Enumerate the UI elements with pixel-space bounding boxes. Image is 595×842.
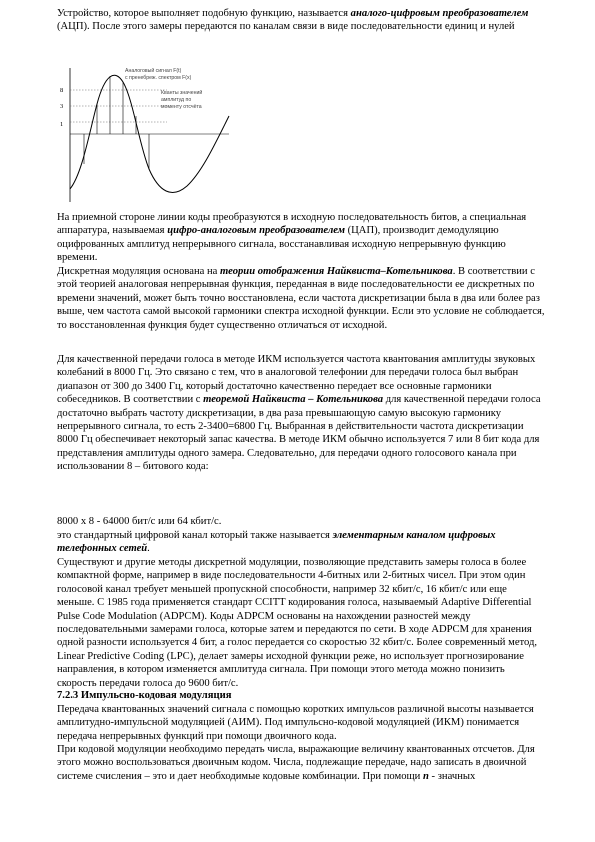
text-run: (АЦП). После этого замеры передаются по каналам связи в виде последовательности единиц и нулей xyxy=(57,21,515,33)
figure-legend: с пренебреж. спектром F(x) xyxy=(125,75,192,81)
text-run: Существуют и другие методы дискретной модуляции, позволяющие представить замеры голоса в более компактной форме, например в виде последовательности 4-битных или 2-битных чисел. При этом один голосовой канал требует меньшей пропускной способности, например 32 кбит/с, 16 кбит/с или еще меньше. С 1985 года применяется стандарт CCITT кодирования голоса, называемый Adaptive Differential Pulse Code Modulation (ADPCM). Коды ADPCM основаны на нахождении разностей между последовательными замерами голоса, которые затем и передаются по сети. В ходе ADPCM для хранения одной разности используется 4 бит, а голос передается со скоростью 32 кбит/с. Более современный метод, Linear Predictive Coding (LPC), делает замеры исходной функции реже, но использует прогнозирование направления, в котором изменяется амплитуда сигнала. При помощи этого метода можно понизить скорость передачи голоса до 9600 бит/с. xyxy=(57,557,538,689)
text-run: . В соответствии с этой теорией аналоговая непрерывная функция, переданная в виде последовательности ее дискретных по времени значений, может быть точно восстановлена, если частота дискретизации была в два или более раз выше, чем частота самой высокой гармоники спектра исходной функции. Если это условие не соблюдается, то восстановленная функция будет существенно отличаться от исходной. xyxy=(57,266,545,331)
figure-annotation: амплитуд по xyxy=(161,97,192,103)
text-run: Передача квантованных значений сигнала с помощью коротких импульсов различной высоты называется амплитудно-импульсной модуляцией (АИМ). Под импульсно-кодовой модуляцией (ИКМ) понимается передача непрерывных функций при помощи двоичного кода. xyxy=(57,704,534,742)
term-dac: цифро-аналоговым преобразователем xyxy=(167,225,345,237)
figure-annotation: Кванты значений xyxy=(161,90,203,96)
quantization-levels xyxy=(70,90,167,122)
section-heading xyxy=(57,689,545,702)
y-tick-label: 8 xyxy=(60,87,64,94)
term-nyquist-theory: теории отображения Найквиста–Котельникова xyxy=(220,266,453,277)
paragraph-code-mod xyxy=(57,743,545,783)
term-n: n xyxy=(423,770,429,782)
text-run: На приемной стороне линии коды преобразуются в исходную последовательность битов, а специальная аппаратура, называемая xyxy=(57,212,527,237)
sampling-figure xyxy=(57,64,232,206)
text-run: . xyxy=(147,543,150,555)
y-tick-label: 3 xyxy=(60,103,64,110)
text-run: (ЦАП), производит демодуляцию оцифрованных амплитуд непрерывного сигнала, восстанавливая исходную непрерывную функцию времени. xyxy=(57,225,506,264)
paragraph-aim xyxy=(57,703,545,743)
figure-annotation: моменту отсчёта xyxy=(161,104,202,110)
text-run: для качественной передачи голоса достаточно выбрать частоту дискретизации, в два раза превышающую самую высокую гармонику непрерывного сигнала, то есть 2-3400=6800 Гц. Выбранная в действительности частота дискретизации 8000 Гц обеспечивает некоторый запас качества. В методе ИКМ обычно используется 7 или 8 бит кода для представления амплитуды одного замера. Следовательно, для передачи одного голосового канала при использовании 8 – битового кода: xyxy=(57,394,541,473)
text-run: это стандартный цифровой канал который также называется xyxy=(57,530,333,541)
text-run: Дискретная модуляция основана на xyxy=(57,266,221,277)
text-run: Для качественной передачи голоса в методе ИКМ используется частота квантования амплитуды звуковых колебаний в 8000 Гц. Это связано с тем, что в аналоговой телефонии для передачи голоса был выбран диапазон от 300 до 3400 Гц, который достаточно качественно передает все основные гармоники собеседников. В соответствии с xyxy=(57,354,536,406)
text-run: Устройство, которое выполняет подобную функцию, называется xyxy=(57,8,351,19)
paragraph-adc xyxy=(57,7,545,34)
term-nyquist-theorem: теоремой Найквиста – Котельникова xyxy=(203,394,384,406)
term-adc: аналого-цифровым преобразователем xyxy=(350,8,529,19)
paragraph-nyquist xyxy=(57,265,545,332)
y-tick-label: 1 xyxy=(60,121,64,128)
paragraph-dac xyxy=(57,211,545,265)
figure-legend: Аналоговый сигнал F(t) xyxy=(125,68,182,74)
heading-pcm: 7.2.3 Импульсно-кодовая модуляция xyxy=(57,690,232,701)
text-run: При кодовой модуляции необходимо передать числа, выражающие величину квантованных отсчетов. Для этого можно воспользоваться двоичным кодом. Числа, подлежащие передаче, надо записать в двоичной системе счисления – это и дает необходимые кодовые комбинации. При помощи xyxy=(57,744,535,782)
sampling-diagram xyxy=(57,64,232,206)
formula-line xyxy=(57,515,545,528)
paragraph-adpcm xyxy=(57,556,545,690)
paragraph-pcm-voice xyxy=(57,353,545,474)
term-elementary-channel: элементарным каналом цифровых телефонных сетей xyxy=(57,530,496,555)
paragraph-channel xyxy=(57,529,545,556)
formula-text: 8000 х 8 - 64000 бит/с или 64 кбит/с. xyxy=(57,516,222,527)
text-run: - значных xyxy=(428,770,476,782)
